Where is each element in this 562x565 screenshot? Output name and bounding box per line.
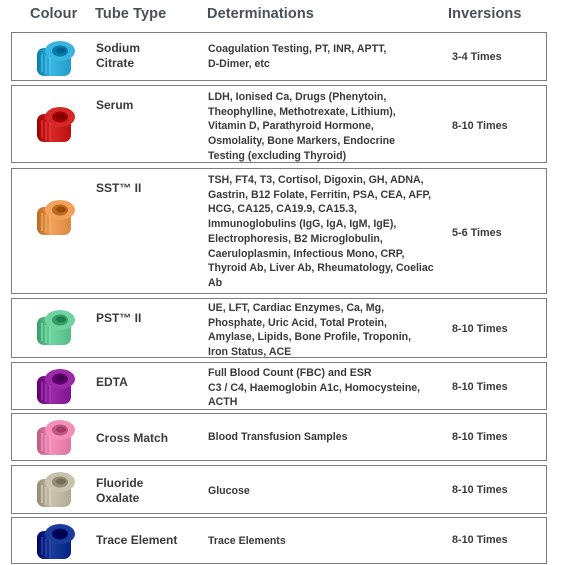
determinations-line: C3 / C4, Haemoglobin A1c, Homocysteine,: [208, 381, 421, 394]
inversions-value: 5-6 Times: [452, 227, 502, 239]
determinations-line: HCG, CA125, CA19.9, CA15.3,: [208, 203, 357, 216]
tube-type-line: Oxalate: [96, 491, 140, 505]
tube-type-label: [96, 98, 133, 113]
determinations-line: Caeruloplasmin, Infectious Mono, CRP,: [208, 247, 405, 260]
determinations-text: [208, 534, 448, 549]
determinations-line: Electrophoresis, B2 Microglobulin,: [208, 232, 383, 245]
inversions-value: 8-10 Times: [452, 431, 508, 443]
tube-type-line: EDTA: [96, 375, 128, 389]
table-row: [11, 413, 547, 461]
tube-type-line: Cross Match: [96, 431, 169, 445]
determinations-text: [208, 484, 448, 499]
tube-type-label: [96, 431, 168, 446]
tube-type-line: Fluoride: [96, 476, 144, 490]
tube-type-label: [96, 533, 177, 548]
determinations-text: [208, 42, 448, 71]
fluoride-oxalate-cap-icon: [34, 469, 78, 511]
determinations-line: ACTH: [208, 396, 238, 409]
inversions-value: 8-10 Times: [452, 381, 508, 393]
determinations-line: Blood Transfusion Samples: [208, 431, 348, 443]
tube-type-line: PST™ II: [96, 311, 142, 325]
tube-type-line: Trace Element: [96, 533, 178, 547]
determinations-line: UE, LFT, Cardiac Enzymes, Ca, Mg,: [208, 302, 385, 314]
inversions-value: 8-10 Times: [452, 323, 508, 335]
sodium-citrate-cap-icon: [34, 38, 78, 80]
determinations-line: Gastrin, B12 Folate, Ferritin, PSA, CEA, AFP,: [208, 188, 432, 201]
determinations-text: [208, 366, 448, 410]
sst-cap-icon: [34, 197, 78, 239]
determinations-line: Immunoglobulins (IgG, IgA, IgM, IgE),: [208, 218, 397, 231]
tube-type-label: [96, 311, 141, 326]
table-row: [11, 465, 547, 514]
table-row: [11, 32, 547, 81]
determinations-line: D-Dimer, etc: [208, 57, 270, 70]
determinations-line: TSH, FT4, T3, Cortisol, Digoxin, GH, ADNA,: [208, 174, 424, 186]
tube-type-label: [96, 181, 141, 196]
table-row: [11, 298, 547, 358]
tube-type-line: SST™ II: [96, 181, 142, 195]
header-tube-type: Tube Type: [95, 6, 167, 22]
table-row: [11, 517, 547, 564]
determinations-line: Osmolality, Bone Markers, Endocrine: [208, 135, 396, 148]
inversions-value: 8-10 Times: [452, 484, 508, 496]
inversions-value: 3-4 Times: [452, 51, 502, 63]
tube-type-line: Serum: [96, 98, 134, 112]
determinations-line: Testing (excluding Thyroid): [208, 149, 347, 162]
inversions-value: 8-10 Times: [452, 534, 508, 546]
inversions-value: 8-10 Times: [452, 120, 508, 132]
header-inversions: Inversions: [448, 6, 522, 22]
determinations-line: Ab: [208, 276, 223, 289]
determinations-line: Trace Elements: [208, 535, 286, 547]
determinations-text: [208, 90, 448, 164]
tube-type-label: [96, 41, 140, 71]
determinations-line: Vitamin D, Parathyroid Hormone,: [208, 120, 374, 133]
tube-type-label: [96, 476, 143, 506]
determinations-text: [208, 173, 448, 291]
table-row: [11, 362, 547, 410]
header-colour: Colour: [30, 6, 78, 22]
determinations-line: Coagulation Testing, PT, INR, APTT,: [208, 43, 387, 55]
determinations-line: LDH, Ionised Ca, Drugs (Phenytoin,: [208, 91, 387, 103]
edta-cap-icon: [34, 366, 78, 408]
tube-type-line: Sodium: [96, 41, 140, 55]
determinations-line: Full Blood Count (FBC) and ESR: [208, 367, 372, 379]
cross-match-cap-icon: [34, 417, 78, 459]
determinations-line: Glucose: [208, 485, 250, 497]
serum-cap-icon: [34, 104, 78, 146]
determinations-text: [208, 301, 448, 360]
trace-element-cap-icon: [34, 521, 78, 563]
header-determinations: Determinations: [207, 6, 314, 22]
tube-type-line: Citrate: [96, 56, 135, 70]
determinations-line: Phosphate, Uric Acid, Total Protein,: [208, 316, 387, 329]
pst-cap-icon: [34, 307, 78, 349]
table-row: [11, 168, 547, 294]
determinations-line: Amylase, Lipids, Bone Profile, Troponin,: [208, 331, 412, 344]
determinations-line: Thyroid Ab, Liver Ab, Rheumatology, Coeliac: [208, 262, 434, 275]
table-row: [11, 85, 547, 163]
table-header: [0, 0, 562, 30]
tube-type-label: [96, 375, 128, 390]
determinations-text: [208, 430, 448, 445]
determinations-line: Theophylline, Methotrexate, Lithium),: [208, 105, 396, 118]
determinations-line: Iron Status, ACE: [208, 346, 292, 359]
